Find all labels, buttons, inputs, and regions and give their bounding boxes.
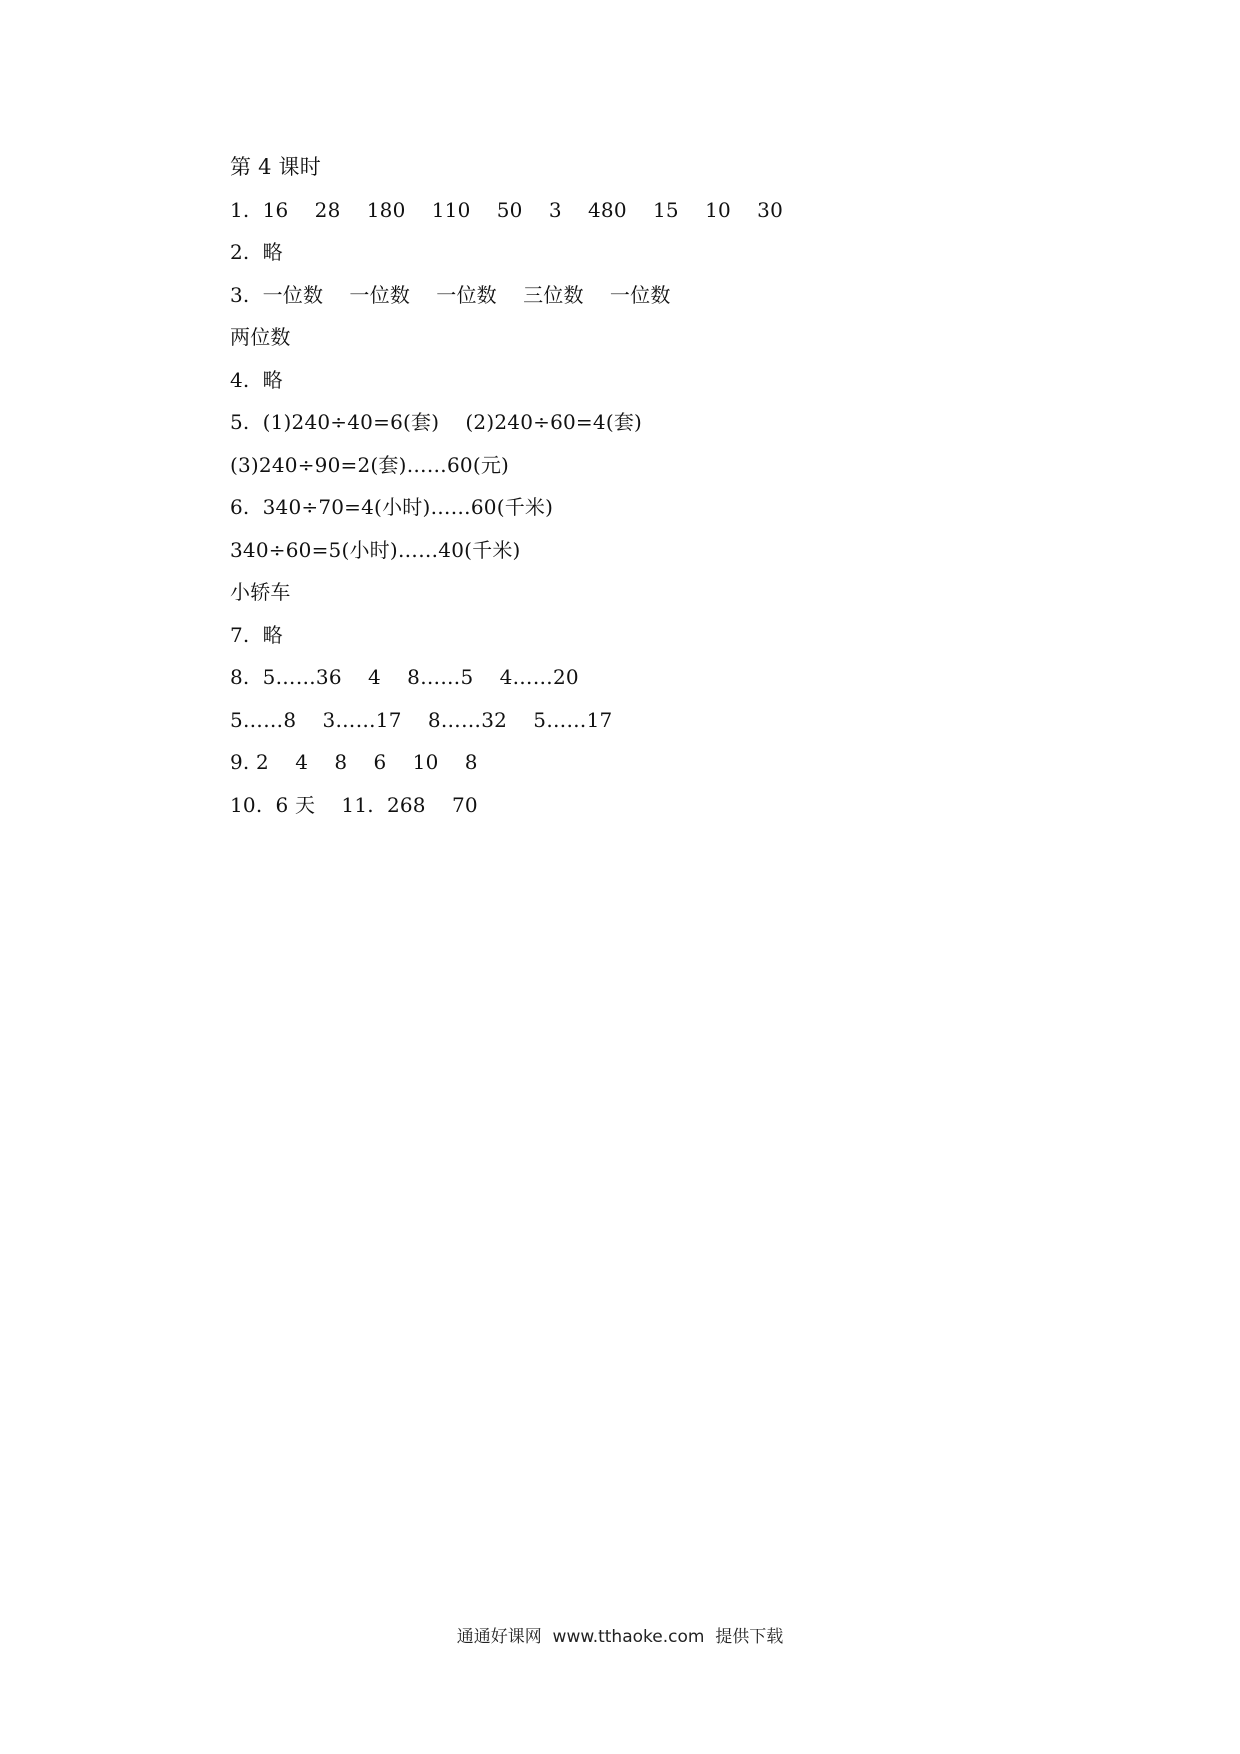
answer-line-4: 4. 略	[230, 367, 283, 392]
answer-line-5-continued: (3)240÷90=2(套)……60(元)	[230, 452, 510, 477]
answer-line-3: 3. 一位数 一位数 一位数 三位数 一位数	[230, 282, 671, 307]
answer-line-1: 1. 16 28 180 110 50 3 480 15 10 30	[230, 197, 784, 222]
answer-line-9: 9. 2 4 8 6 10 8	[230, 750, 478, 774]
answer-line-5: 5. (1)240÷40=6(套) (2)240÷60=4(套)	[230, 410, 643, 434]
answer-line-6-result: 小轿车	[230, 580, 291, 604]
answer-line-7: 7. 略	[230, 622, 283, 647]
answer-line-8: 8. 5……36 4 8……5 4……20	[230, 665, 579, 689]
lesson-title: 第 4 课时	[230, 155, 321, 179]
answer-line-2: 2. 略	[230, 240, 283, 264]
answer-line-8-continued: 5……8 3……17 8……32 5……17	[230, 707, 613, 732]
footer-download-credit: 通通好课网 www.tthaoke.com 提供下载	[456, 1627, 784, 1647]
answer-line-6: 6. 340÷70=4(小时)……60(千米)	[230, 495, 554, 519]
answer-line-10-11: 10. 6 天 11. 268 70	[230, 792, 478, 817]
answer-sheet	[230, 146, 1030, 826]
answer-line-6-continued: 340÷60=5(小时)……40(千米)	[230, 537, 521, 562]
answer-line-3-continued: 两位数	[230, 325, 291, 349]
